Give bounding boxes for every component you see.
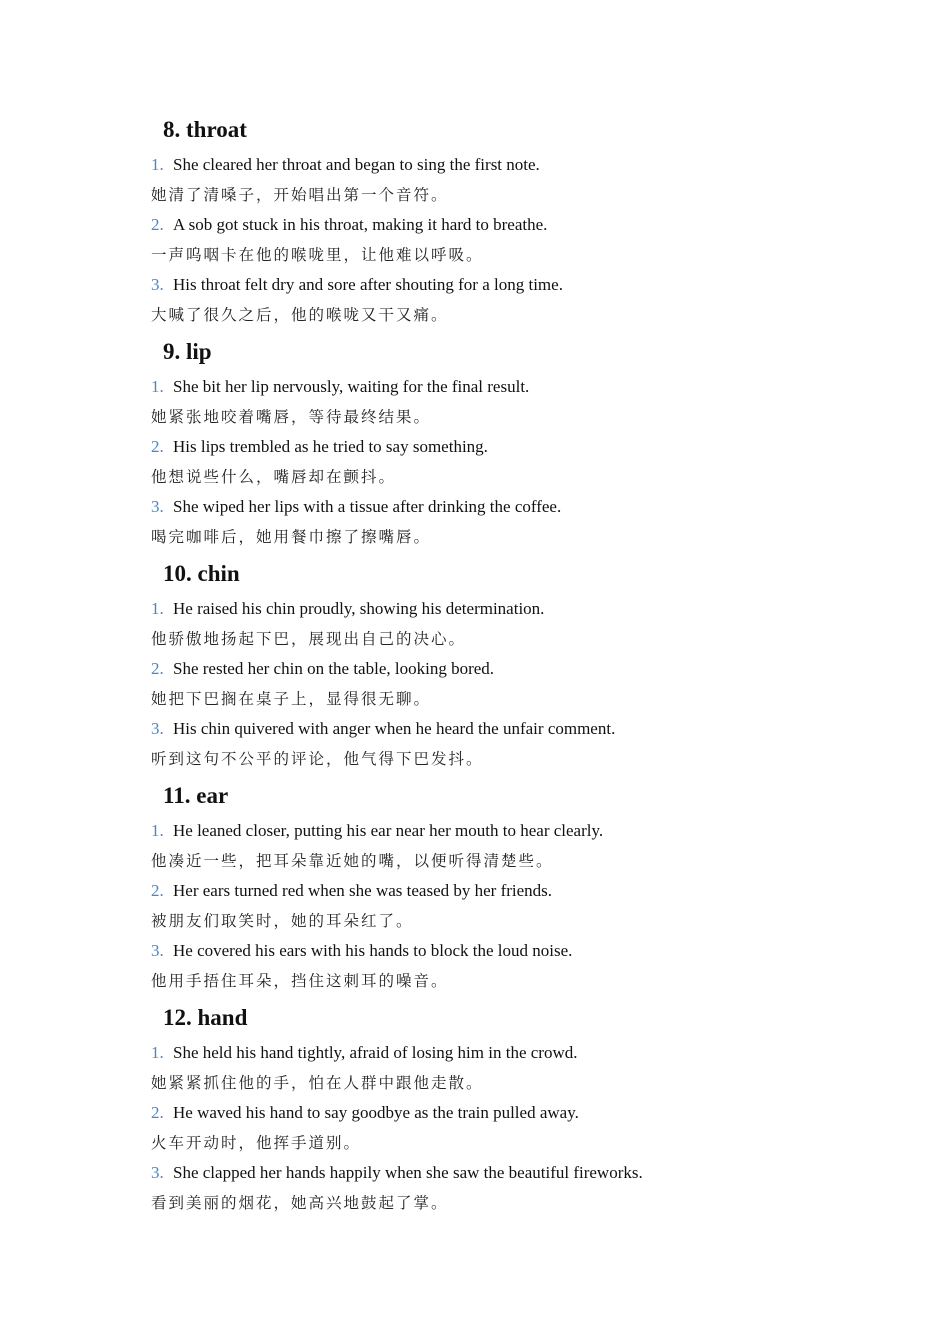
item-number: 3. bbox=[151, 941, 164, 960]
example-item bbox=[151, 1098, 950, 1158]
section-lip bbox=[0, 332, 950, 552]
english-sentence bbox=[151, 714, 950, 744]
chinese-translation: 被朋友们取笑时，她的耳朵红了。 bbox=[151, 912, 414, 930]
english-sentence bbox=[151, 210, 950, 240]
item-number: 1. bbox=[151, 599, 164, 618]
item-number: 3. bbox=[151, 497, 164, 516]
english-sentence bbox=[151, 594, 950, 624]
english-text: She clapped her hands happily when she saw the beautiful fireworks. bbox=[173, 1163, 643, 1182]
english-text: He raised his chin proudly, showing his determination. bbox=[173, 599, 545, 618]
english-text: He covered his ears with his hands to block the loud noise. bbox=[173, 941, 573, 960]
section-heading: 12. hand bbox=[163, 1005, 248, 1030]
item-number: 2. bbox=[151, 881, 164, 900]
item-number: 1. bbox=[151, 1043, 164, 1062]
section-chin bbox=[0, 554, 950, 774]
chinese-translation: 一声呜咽卡在他的喉咙里，让他难以呼吸。 bbox=[151, 246, 484, 264]
example-item bbox=[151, 492, 950, 552]
item-number: 2. bbox=[151, 215, 164, 234]
chinese-translation: 他骄傲地扬起下巴，展现出自己的决心。 bbox=[151, 630, 467, 648]
english-text: She bit her lip nervously, waiting for the final result. bbox=[173, 377, 530, 396]
item-number: 1. bbox=[151, 821, 164, 840]
english-text: She wiped her lips with a tissue after drinking the coffee. bbox=[173, 497, 562, 516]
chinese-translation: 听到这句不公平的评论，他气得下巴发抖。 bbox=[151, 750, 484, 768]
english-text: His lips trembled as he tried to say something. bbox=[173, 437, 488, 456]
example-item bbox=[151, 1038, 950, 1098]
example-item bbox=[151, 210, 950, 270]
example-item bbox=[151, 936, 950, 996]
document-page bbox=[0, 110, 950, 1218]
english-text: She held his hand tightly, afraid of losing him in the crowd. bbox=[173, 1043, 578, 1062]
english-sentence bbox=[151, 270, 950, 300]
section-heading: 9. lip bbox=[163, 339, 212, 364]
english-sentence bbox=[151, 876, 950, 906]
item-number: 2. bbox=[151, 437, 164, 456]
english-sentence bbox=[151, 150, 950, 180]
section-heading: 8. throat bbox=[163, 117, 247, 142]
example-item bbox=[151, 816, 950, 876]
section-hand bbox=[0, 998, 950, 1218]
item-number: 1. bbox=[151, 377, 164, 396]
item-number: 2. bbox=[151, 659, 164, 678]
english-text: A sob got stuck in his throat, making it hard to breathe. bbox=[173, 215, 548, 234]
chinese-translation: 他用手捂住耳朵，挡住这刺耳的噪音。 bbox=[151, 972, 449, 990]
example-item bbox=[151, 150, 950, 210]
english-text: His throat felt dry and sore after shouting for a long time. bbox=[173, 275, 563, 294]
english-sentence bbox=[151, 372, 950, 402]
example-item bbox=[151, 654, 950, 714]
section-heading: 11. ear bbox=[163, 783, 229, 808]
example-item bbox=[151, 432, 950, 492]
english-sentence bbox=[151, 936, 950, 966]
chinese-translation: 她紧紧抓住他的手，怕在人群中跟他走散。 bbox=[151, 1074, 484, 1092]
english-sentence bbox=[151, 432, 950, 462]
chinese-translation: 大喊了很久之后，他的喉咙又干又痛。 bbox=[151, 306, 449, 324]
example-item bbox=[151, 372, 950, 432]
chinese-translation: 她紧张地咬着嘴唇，等待最终结果。 bbox=[151, 408, 432, 426]
item-number: 1. bbox=[151, 155, 164, 174]
english-text: She cleared her throat and began to sing the first note. bbox=[173, 155, 540, 174]
example-item bbox=[151, 1158, 950, 1218]
item-number: 3. bbox=[151, 1163, 164, 1182]
english-sentence bbox=[151, 1158, 950, 1188]
chinese-translation: 她把下巴搁在桌子上，显得很无聊。 bbox=[151, 690, 432, 708]
english-text: His chin quivered with anger when he heard the unfair comment. bbox=[173, 719, 616, 738]
english-text: She rested her chin on the table, looking bored. bbox=[173, 659, 495, 678]
chinese-translation: 看到美丽的烟花，她高兴地鼓起了掌。 bbox=[151, 1194, 449, 1212]
example-item bbox=[151, 876, 950, 936]
chinese-translation: 火车开动时，他挥手道别。 bbox=[151, 1134, 362, 1152]
chinese-translation: 她清了清嗓子，开始唱出第一个音符。 bbox=[151, 186, 449, 204]
item-number: 3. bbox=[151, 275, 164, 294]
example-item bbox=[151, 714, 950, 774]
english-text: He waved his hand to say goodbye as the train pulled away. bbox=[173, 1103, 579, 1122]
english-text: He leaned closer, putting his ear near her mouth to hear clearly. bbox=[173, 821, 604, 840]
section-throat bbox=[0, 110, 950, 330]
english-text: Her ears turned red when she was teased by her friends. bbox=[173, 881, 553, 900]
item-number: 3. bbox=[151, 719, 164, 738]
english-sentence bbox=[151, 1038, 950, 1068]
item-number: 2. bbox=[151, 1103, 164, 1122]
chinese-translation: 他想说些什么，嘴唇却在颤抖。 bbox=[151, 468, 397, 486]
english-sentence bbox=[151, 492, 950, 522]
chinese-translation: 喝完咖啡后，她用餐巾擦了擦嘴唇。 bbox=[151, 528, 432, 546]
english-sentence bbox=[151, 1098, 950, 1128]
section-heading: 10. chin bbox=[163, 561, 240, 586]
section-ear bbox=[0, 776, 950, 996]
chinese-translation: 他凑近一些，把耳朵靠近她的嘴，以便听得清楚些。 bbox=[151, 852, 554, 870]
example-item bbox=[151, 270, 950, 330]
example-item bbox=[151, 594, 950, 654]
english-sentence bbox=[151, 654, 950, 684]
english-sentence bbox=[151, 816, 950, 846]
